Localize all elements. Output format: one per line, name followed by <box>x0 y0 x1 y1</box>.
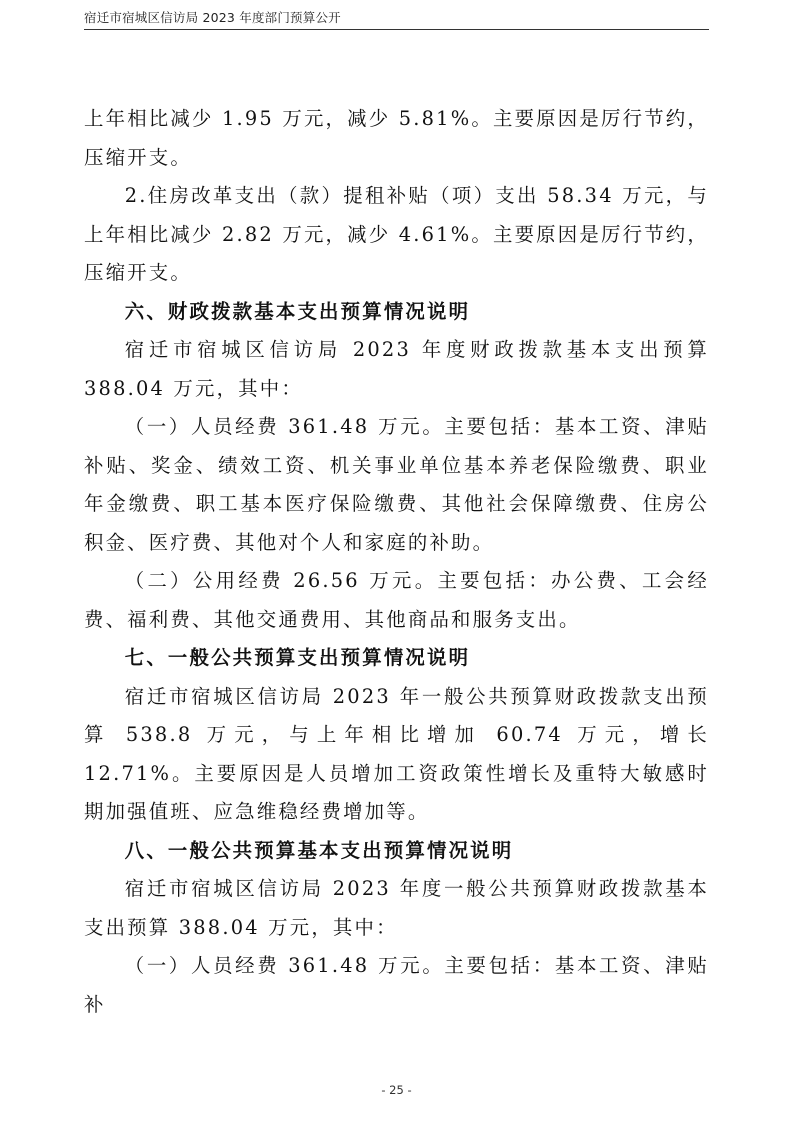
page-number: - 25 - <box>381 1083 412 1097</box>
paragraph-basic-expenditure-total: 宿迁市宿城区信访局 2023 年度财政拨款基本支出预算 388.04 万元，其中： <box>84 338 709 400</box>
paragraph-personnel-costs-2: （一）人员经费 361.48 万元。主要包括：基本工资、津贴补 <box>84 954 709 1016</box>
section-heading-7: 七、一般公共预算支出预算情况说明 <box>124 646 471 669</box>
paragraph-general-budget-expenditure: 宿迁市宿城区信访局 2023 年一般公共预算财政拨款支出预算 538.8 万元，与上年相比增加 60.74 万元，增长 12.71%。主要原因是人员增加工资政策性增长及重特大敏感时期加强值班、应急维稳经费增加等。 <box>84 684 709 823</box>
section-heading-6: 六、财政拨款基本支出预算情况说明 <box>124 299 471 323</box>
header-divider <box>84 29 709 30</box>
paragraph-personnel-costs: （一）人员经费 361.48 万元。主要包括：基本工资、津贴补贴、奖金、绩效工资、机关事业单位基本养老保险缴费、职业年金缴费、职工基本医疗保险缴费、其他社会保障缴费、住房公积金、医疗费、其他对个人和家庭的补助。 <box>84 415 709 554</box>
paragraph-housing-reform: 2.住房改革支出（款）提租补贴（项）支出 58.34 万元，与上年相比减少 2.82 万元，减少 4.61%。主要原因是厉行节约，压缩开支。 <box>84 184 709 284</box>
paragraph-continued: 上年相比减少 1.95 万元，减少 5.81%。主要原因是厉行节约，压缩开支。 <box>84 107 709 169</box>
section-heading-8: 八、一般公共预算基本支出预算情况说明 <box>124 838 514 862</box>
paragraph-general-basic-expenditure: 宿迁市宿城区信访局 2023 年度一般公共预算财政拨款基本支出预算 388.04 万元，其中： <box>84 877 709 939</box>
page-header-title: 宿迁市宿城区信访局 2023 年度部门预算公开 <box>84 10 341 25</box>
paragraph-public-costs: （二）公用经费 26.56 万元。主要包括：办公费、工会经费、福利费、其他交通费用、其他商品和服务支出。 <box>84 569 709 631</box>
document-body <box>84 100 709 1024</box>
